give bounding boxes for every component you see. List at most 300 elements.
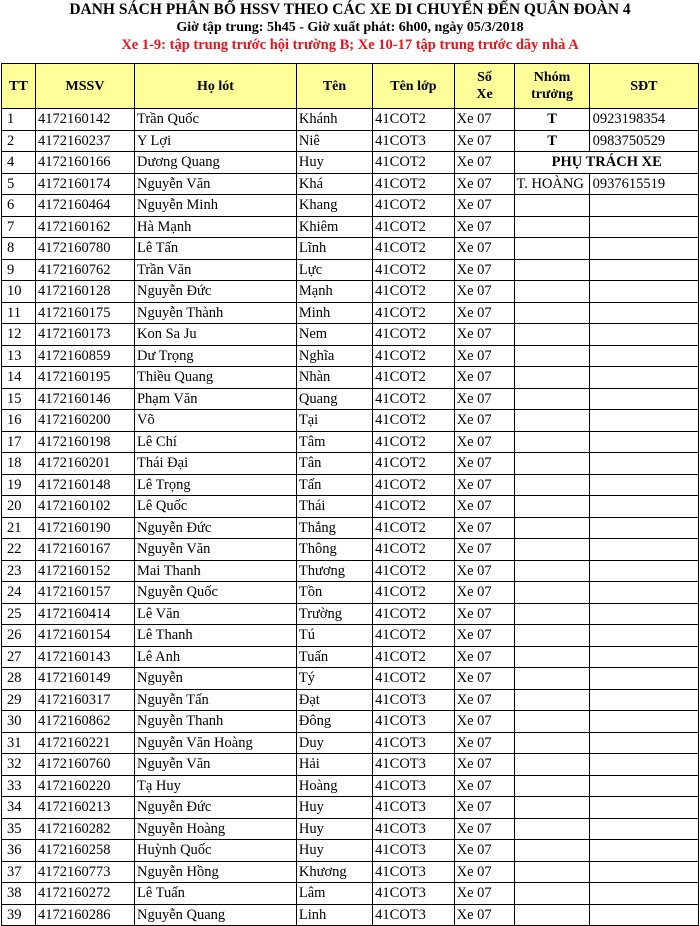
cell-ten: Tồn	[296, 582, 372, 604]
cell-mssv: 4172160143	[36, 646, 135, 668]
header-nhom-truong-line1: Nhóm	[533, 70, 571, 85]
cell-ten: Nem	[296, 324, 372, 346]
cell-mssv: 4172160149	[36, 668, 135, 690]
cell-tt: 21	[2, 517, 36, 539]
cell-ho-lot: Kon Sa Ju	[134, 324, 296, 346]
cell-mssv: 4172160762	[36, 259, 135, 281]
cell-mssv: 4172160760	[36, 754, 135, 776]
cell-tt: 17	[2, 431, 36, 453]
cell-nhom-truong	[515, 582, 589, 604]
cell-sdt	[589, 711, 698, 733]
cell-ten: Mạnh	[296, 281, 372, 303]
table-row	[2, 754, 699, 776]
cell-ten: Duy	[296, 732, 372, 754]
cell-ho-lot: Mai Thanh	[134, 560, 296, 582]
cell-ho-lot: Nguyễn Đức	[134, 281, 296, 303]
cell-tt: 2	[2, 130, 36, 152]
cell-mssv: 4172160154	[36, 625, 135, 647]
cell-tt: 35	[2, 818, 36, 840]
cell-ten-lop: 41COT3	[373, 732, 454, 754]
cell-nhom-truong	[515, 474, 589, 496]
cell-ten-lop: 41COT2	[373, 109, 454, 131]
cell-ten: Tân	[296, 453, 372, 475]
cell-mssv: 4172160128	[36, 281, 135, 303]
cell-ten-lop: 41COT3	[373, 130, 454, 152]
cell-ho-lot: Dư Trọng	[134, 345, 296, 367]
cell-sdt	[589, 775, 698, 797]
cell-mssv: 4172160173	[36, 324, 135, 346]
cell-tt: 12	[2, 324, 36, 346]
cell-ho-lot: Thái Đại	[134, 453, 296, 475]
cell-sdt	[589, 861, 698, 883]
cell-ten-lop: 41COT2	[373, 238, 454, 260]
cell-ten: Khánh	[296, 109, 372, 131]
cell-ten-lop: 41COT2	[373, 345, 454, 367]
cell-ten-lop: 41COT2	[373, 625, 454, 647]
cell-tt: 6	[2, 195, 36, 217]
cell-tt: 23	[2, 560, 36, 582]
cell-nhom-truong	[515, 668, 589, 690]
cell-so-xe: Xe 07	[454, 732, 515, 754]
cell-ten: Nghĩa	[296, 345, 372, 367]
table-header	[2, 64, 699, 109]
header-mssv: MSSV	[36, 64, 135, 109]
header-nhom-truong	[515, 64, 589, 109]
cell-tt: 7	[2, 216, 36, 238]
table-row	[2, 840, 699, 862]
table-row	[2, 625, 699, 647]
cell-sdt	[589, 238, 698, 260]
cell-mssv: 4172160221	[36, 732, 135, 754]
table-row	[2, 195, 699, 217]
cell-ten: Lĩnh	[296, 238, 372, 260]
table-row	[2, 732, 699, 754]
cell-sdt	[589, 732, 698, 754]
cell-nhom-truong: T	[515, 130, 589, 152]
table-row	[2, 130, 699, 152]
cell-so-xe: Xe 07	[454, 646, 515, 668]
cell-tt: 15	[2, 388, 36, 410]
cell-mssv: 4172160142	[36, 109, 135, 131]
cell-ten: Hải	[296, 754, 372, 776]
cell-ten: Thông	[296, 539, 372, 561]
cell-nhom-truong	[515, 259, 589, 281]
cell-nhom-truong	[515, 797, 589, 819]
cell-ten-lop: 41COT2	[373, 410, 454, 432]
table-row	[2, 797, 699, 819]
cell-ho-lot: Nguyễn Hoàng	[134, 818, 296, 840]
cell-tt: 16	[2, 410, 36, 432]
cell-ho-lot: Dương Quang	[134, 152, 296, 174]
cell-ho-lot: Huỳnh Quốc	[134, 840, 296, 862]
cell-ten: Tấn	[296, 474, 372, 496]
cell-ten: Niê	[296, 130, 372, 152]
cell-tt: 32	[2, 754, 36, 776]
cell-ten: Linh	[296, 904, 372, 926]
cell-so-xe: Xe 07	[454, 173, 515, 195]
cell-ten-lop: 41COT2	[373, 668, 454, 690]
cell-ho-lot: Nguyễn Hồng	[134, 861, 296, 883]
cell-sdt	[589, 625, 698, 647]
cell-tt: 37	[2, 861, 36, 883]
cell-ten-lop: 41COT2	[373, 173, 454, 195]
cell-ten: Huy	[296, 840, 372, 862]
cell-nhom-truong	[515, 345, 589, 367]
cell-ten: Tú	[296, 625, 372, 647]
table-row	[2, 238, 699, 260]
cell-ten-lop: 41COT2	[373, 582, 454, 604]
cell-ho-lot: Trần Quốc	[134, 109, 296, 131]
cell-so-xe: Xe 07	[454, 560, 515, 582]
cell-tt: 33	[2, 775, 36, 797]
cell-ten-lop: 41COT2	[373, 496, 454, 518]
cell-nhom-truong	[515, 517, 589, 539]
cell-ho-lot: Nguyễn Quốc	[134, 582, 296, 604]
cell-sdt	[589, 818, 698, 840]
cell-ho-lot: Nguyễn Minh	[134, 195, 296, 217]
cell-mssv: 4172160237	[36, 130, 135, 152]
cell-sdt	[589, 302, 698, 324]
cell-ten: Thắng	[296, 517, 372, 539]
cell-tt: 13	[2, 345, 36, 367]
cell-so-xe: Xe 07	[454, 109, 515, 131]
table-row	[2, 367, 699, 389]
cell-ten: Thái	[296, 496, 372, 518]
cell-ten-lop: 41COT2	[373, 603, 454, 625]
cell-sdt	[589, 689, 698, 711]
cell-ten-lop: 41COT2	[373, 539, 454, 561]
table-row	[2, 560, 699, 582]
cell-ten: Đông	[296, 711, 372, 733]
cell-so-xe: Xe 07	[454, 625, 515, 647]
table-row	[2, 152, 699, 174]
cell-nhom-truong	[515, 539, 589, 561]
cell-mssv: 4172160773	[36, 861, 135, 883]
cell-mssv: 4172160102	[36, 496, 135, 518]
cell-ho-lot: Trần Văn	[134, 259, 296, 281]
table-row	[2, 861, 699, 883]
cell-so-xe: Xe 07	[454, 517, 515, 539]
cell-tt: 18	[2, 453, 36, 475]
cell-ten: Tại	[296, 410, 372, 432]
cell-sdt	[589, 668, 698, 690]
table-row	[2, 302, 699, 324]
cell-ho-lot: Lê Chí	[134, 431, 296, 453]
cell-ten: Tý	[296, 668, 372, 690]
cell-sdt	[589, 474, 698, 496]
cell-sdt	[589, 345, 698, 367]
cell-nhom-truong	[515, 711, 589, 733]
cell-mssv: 4172160200	[36, 410, 135, 432]
table-row	[2, 173, 699, 195]
cell-ten-lop: 41COT3	[373, 883, 454, 905]
cell-ten-lop: 41COT2	[373, 281, 454, 303]
cell-so-xe: Xe 07	[454, 840, 515, 862]
cell-ten-lop: 41COT3	[373, 861, 454, 883]
bus-manager-name: T. HOÀNG	[515, 173, 589, 195]
cell-ten-lop: 41COT2	[373, 474, 454, 496]
cell-nhom-truong	[515, 840, 589, 862]
table-row	[2, 668, 699, 690]
cell-ten-lop: 41COT3	[373, 797, 454, 819]
cell-nhom-truong	[515, 367, 589, 389]
cell-nhom-truong	[515, 496, 589, 518]
leader-2-phone: 0983750529	[589, 130, 698, 152]
cell-tt: 19	[2, 474, 36, 496]
cell-ten: Huy	[296, 818, 372, 840]
cell-nhom-truong	[515, 560, 589, 582]
table-row	[2, 818, 699, 840]
cell-mssv: 4172160780	[36, 238, 135, 260]
cell-ho-lot: Lê Văn	[134, 603, 296, 625]
cell-sdt	[589, 281, 698, 303]
cell-mssv: 4172160201	[36, 453, 135, 475]
cell-ten: Trường	[296, 603, 372, 625]
cell-mssv: 4172160190	[36, 517, 135, 539]
cell-ten-lop: 41COT3	[373, 754, 454, 776]
cell-nhom-truong	[515, 195, 589, 217]
cell-so-xe: Xe 07	[454, 345, 515, 367]
cell-ten-lop: 41COT3	[373, 775, 454, 797]
cell-ten: Thương	[296, 560, 372, 582]
cell-mssv: 4172160167	[36, 539, 135, 561]
cell-sdt	[589, 582, 698, 604]
cell-so-xe: Xe 07	[454, 711, 515, 733]
cell-so-xe: Xe 07	[454, 474, 515, 496]
cell-ten-lop: 41COT2	[373, 259, 454, 281]
cell-tt: 8	[2, 238, 36, 260]
cell-nhom-truong	[515, 775, 589, 797]
cell-sdt	[589, 431, 698, 453]
cell-ten: Minh	[296, 302, 372, 324]
cell-sdt	[589, 324, 698, 346]
cell-nhom-truong	[515, 861, 589, 883]
cell-ten-lop: 41COT2	[373, 646, 454, 668]
table-row	[2, 539, 699, 561]
cell-ten: Huy	[296, 797, 372, 819]
cell-so-xe: Xe 07	[454, 195, 515, 217]
cell-mssv: 4172160286	[36, 904, 135, 926]
cell-ho-lot: Lê Trọng	[134, 474, 296, 496]
cell-tt: 34	[2, 797, 36, 819]
cell-so-xe: Xe 07	[454, 216, 515, 238]
cell-ho-lot: Tạ Huy	[134, 775, 296, 797]
cell-ten-lop: 41COT2	[373, 560, 454, 582]
table-row	[2, 646, 699, 668]
cell-sdt	[589, 410, 698, 432]
header-ho-lot: Họ lót	[134, 64, 296, 109]
cell-so-xe: Xe 07	[454, 281, 515, 303]
cell-mssv: 4172160146	[36, 388, 135, 410]
cell-sdt	[589, 646, 698, 668]
cell-ho-lot: Nguyễn Tấn	[134, 689, 296, 711]
cell-nhom-truong	[515, 431, 589, 453]
cell-so-xe: Xe 07	[454, 130, 515, 152]
cell-ten-lop: 41COT2	[373, 216, 454, 238]
cell-mssv: 4172160152	[36, 560, 135, 582]
bus-roster-table	[1, 63, 699, 926]
cell-so-xe: Xe 07	[454, 324, 515, 346]
cell-ten-lop: 41COT3	[373, 840, 454, 862]
cell-tt: 11	[2, 302, 36, 324]
cell-so-xe: Xe 07	[454, 582, 515, 604]
cell-sdt	[589, 560, 698, 582]
cell-ten-lop: 41COT2	[373, 152, 454, 174]
cell-nhom-truong	[515, 216, 589, 238]
cell-ten-lop: 41COT2	[373, 324, 454, 346]
cell-so-xe: Xe 07	[454, 861, 515, 883]
page-title: DANH SÁCH PHÂN BỔ HSSV THEO CÁC XE DI CHUYỂN ĐẾN QUÂN ĐOÀN 4	[69, 1, 631, 18]
cell-ten-lop: 41COT3	[373, 904, 454, 926]
cell-tt: 26	[2, 625, 36, 647]
cell-so-xe: Xe 07	[454, 668, 515, 690]
cell-ten: Tuấn	[296, 646, 372, 668]
cell-so-xe: Xe 07	[454, 539, 515, 561]
cell-ho-lot: Phạm Văn	[134, 388, 296, 410]
cell-ho-lot: Nguyễn	[134, 668, 296, 690]
table-row	[2, 259, 699, 281]
cell-sdt	[589, 840, 698, 862]
cell-sdt	[589, 259, 698, 281]
table-body	[2, 109, 699, 926]
cell-ho-lot: Y Lợi	[134, 130, 296, 152]
cell-mssv: 4172160272	[36, 883, 135, 905]
cell-sdt	[589, 216, 698, 238]
cell-nhom-truong	[515, 302, 589, 324]
table-row	[2, 109, 699, 131]
cell-tt: 24	[2, 582, 36, 604]
cell-nhom-truong	[515, 281, 589, 303]
table-row	[2, 775, 699, 797]
cell-tt: 25	[2, 603, 36, 625]
cell-ho-lot: Lê Tuấn	[134, 883, 296, 905]
cell-so-xe: Xe 07	[454, 259, 515, 281]
cell-tt: 29	[2, 689, 36, 711]
cell-ten: Nhàn	[296, 367, 372, 389]
cell-tt: 39	[2, 904, 36, 926]
table-row	[2, 453, 699, 475]
cell-tt: 27	[2, 646, 36, 668]
cell-ten: Khá	[296, 173, 372, 195]
cell-tt: 31	[2, 732, 36, 754]
cell-mssv: 4172160166	[36, 152, 135, 174]
cell-ten-lop: 41COT2	[373, 453, 454, 475]
cell-so-xe: Xe 07	[454, 367, 515, 389]
cell-so-xe: Xe 07	[454, 152, 515, 174]
cell-so-xe: Xe 07	[454, 238, 515, 260]
cell-mssv: 4172160195	[36, 367, 135, 389]
cell-mssv: 4172160174	[36, 173, 135, 195]
cell-nhom-truong	[515, 904, 589, 926]
cell-ten: Lực	[296, 259, 372, 281]
cell-nhom-truong	[515, 754, 589, 776]
cell-so-xe: Xe 07	[454, 883, 515, 905]
cell-tt: 38	[2, 883, 36, 905]
cell-nhom-truong: T	[515, 109, 589, 131]
cell-tt: 22	[2, 539, 36, 561]
assembly-time-line: Giờ tập trung: 5h45 - Giờ xuất phát: 6h00, ngày 05/3/2018	[176, 20, 524, 35]
table-row	[2, 517, 699, 539]
cell-nhom-truong	[515, 689, 589, 711]
cell-tt: 4	[2, 152, 36, 174]
cell-ho-lot: Thiều Quang	[134, 367, 296, 389]
cell-mssv: 4172160464	[36, 195, 135, 217]
table-row	[2, 345, 699, 367]
cell-so-xe: Xe 07	[454, 775, 515, 797]
cell-ten-lop: 41COT2	[373, 388, 454, 410]
cell-nhom-truong	[515, 646, 589, 668]
cell-mssv: 4172160162	[36, 216, 135, 238]
cell-ho-lot: Lê Anh	[134, 646, 296, 668]
header-so-xe-line1: Số	[477, 70, 492, 85]
cell-nhom-truong	[515, 410, 589, 432]
leader-1-phone: 0923198354	[589, 109, 698, 131]
cell-tt: 10	[2, 281, 36, 303]
table-row	[2, 603, 699, 625]
cell-sdt	[589, 195, 698, 217]
cell-ten-lop: 41COT3	[373, 818, 454, 840]
cell-mssv: 4172160148	[36, 474, 135, 496]
cell-so-xe: Xe 07	[454, 302, 515, 324]
cell-nhom-truong	[515, 603, 589, 625]
cell-so-xe: Xe 07	[454, 388, 515, 410]
cell-sdt	[589, 797, 698, 819]
cell-ho-lot: Nguyễn Quang	[134, 904, 296, 926]
table-row	[2, 582, 699, 604]
cell-so-xe: Xe 07	[454, 754, 515, 776]
header-ten: Tên	[296, 64, 372, 109]
cell-mssv: 4172160282	[36, 818, 135, 840]
table-row	[2, 281, 699, 303]
cell-tt: 28	[2, 668, 36, 690]
cell-so-xe: Xe 07	[454, 410, 515, 432]
cell-nhom-truong	[515, 883, 589, 905]
cell-ten-lop: 41COT3	[373, 689, 454, 711]
cell-ho-lot: Nguyễn Văn	[134, 754, 296, 776]
cell-ten: Tâm	[296, 431, 372, 453]
assembly-location-notice: Xe 1-9: tập trung trước hội trường B; Xe 10-17 tập trung trước dãy nhà A	[121, 37, 579, 53]
cell-mssv: 4172160220	[36, 775, 135, 797]
header-nhom-truong-line2: trưởng	[531, 87, 573, 102]
table-row	[2, 711, 699, 733]
cell-so-xe: Xe 07	[454, 496, 515, 518]
cell-so-xe: Xe 07	[454, 453, 515, 475]
cell-tt: 36	[2, 840, 36, 862]
cell-tt: 14	[2, 367, 36, 389]
cell-mssv: 4172160862	[36, 711, 135, 733]
header-tt: TT	[2, 64, 36, 109]
cell-ten: Đạt	[296, 689, 372, 711]
cell-ho-lot: Nguyễn Văn	[134, 173, 296, 195]
cell-ten: Huy	[296, 152, 372, 174]
cell-tt: 5	[2, 173, 36, 195]
cell-sdt	[589, 388, 698, 410]
cell-mssv: 4172160213	[36, 797, 135, 819]
cell-ten-lop: 41COT3	[373, 711, 454, 733]
cell-ho-lot: Hà Mạnh	[134, 216, 296, 238]
cell-mssv: 4172160258	[36, 840, 135, 862]
cell-nhom-truong	[515, 453, 589, 475]
cell-nhom-truong	[515, 732, 589, 754]
cell-ho-lot: Lê Quốc	[134, 496, 296, 518]
cell-ten: Hoàng	[296, 775, 372, 797]
cell-ten: Khương	[296, 861, 372, 883]
cell-ten: Khiêm	[296, 216, 372, 238]
cell-ho-lot: Lê Tấn	[134, 238, 296, 260]
cell-sdt	[589, 539, 698, 561]
table-row	[2, 431, 699, 453]
cell-sdt	[589, 904, 698, 926]
